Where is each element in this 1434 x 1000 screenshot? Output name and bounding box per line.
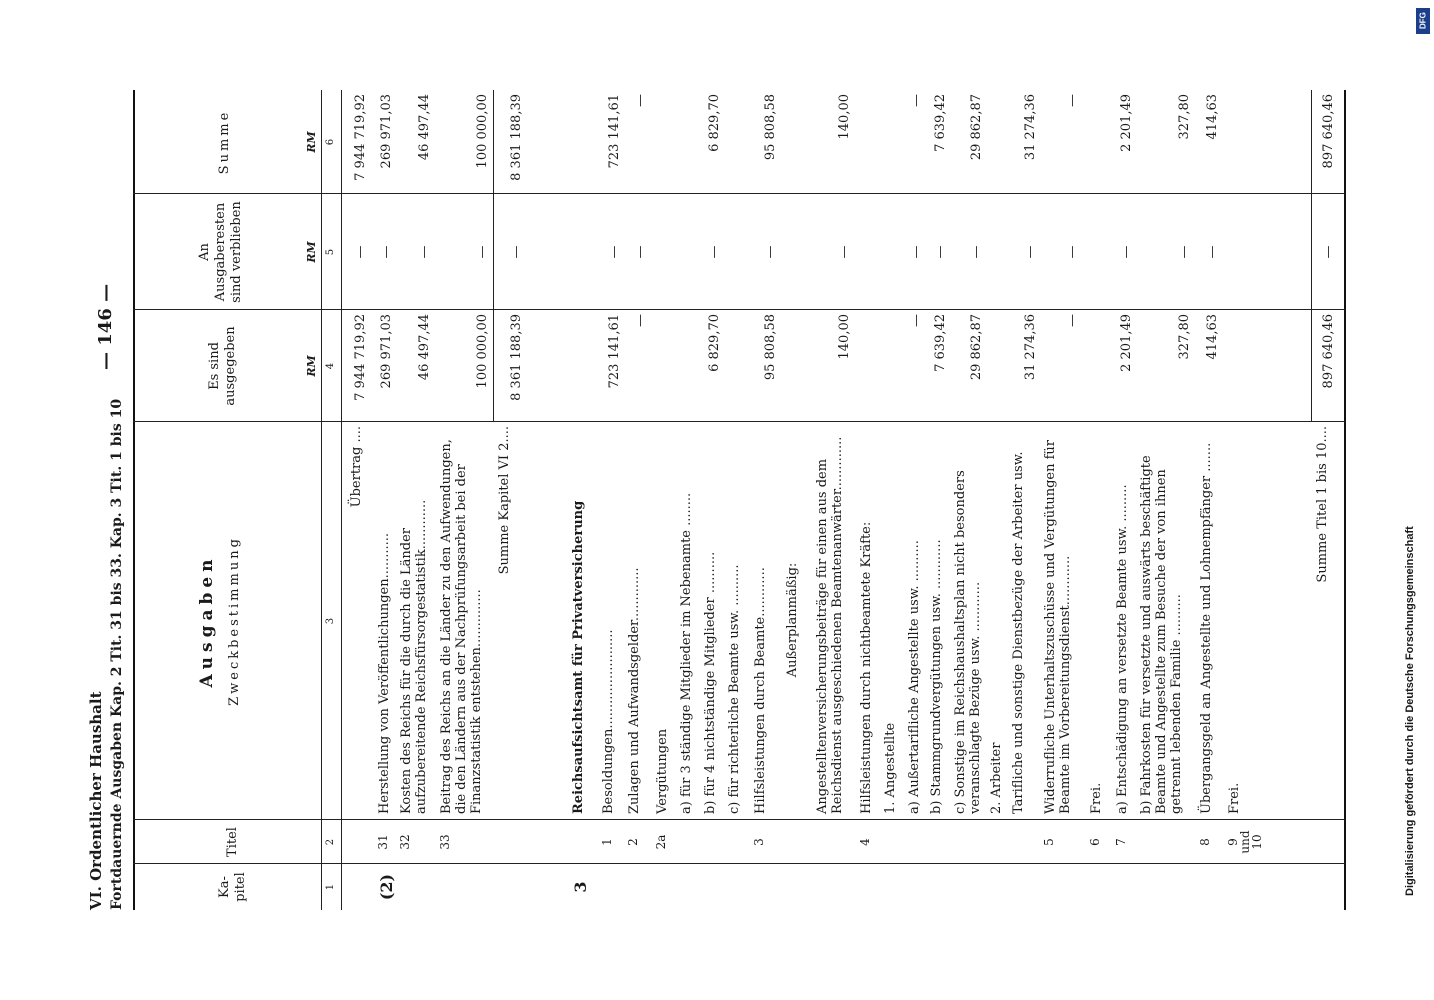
ausgegeben-cell: 7 944 719,92 (353, 314, 368, 401)
ausgegeben-cell: 2 201,49 (1119, 314, 1134, 372)
ausgabereste-cell: — (933, 245, 948, 259)
titel-cell: 33 (438, 834, 452, 850)
table-row (727, 70, 749, 930)
col-number: 1 (325, 883, 336, 891)
total-rule (1311, 90, 1312, 422)
ausgegeben-cell: 269 971,03 (379, 314, 394, 389)
ausgegeben-cell: 327,80 (1177, 314, 1192, 360)
table-row (815, 70, 855, 930)
table-bottom-rule (1344, 90, 1346, 910)
ausgabereste-cell: — (607, 245, 622, 259)
ausgabereste-cell: — (707, 245, 722, 259)
ausgabereste-cell: — (633, 245, 648, 259)
table-row (377, 70, 397, 930)
ausgabereste-cell: — (379, 245, 394, 259)
ausgabereste-header: An Ausgaberesten sind verblieben (197, 201, 244, 303)
ausgegeben-cell: 897 640,46 (1321, 314, 1336, 389)
summe-cell: — (1065, 94, 1080, 107)
summe-cell: 8 361 188,39 (509, 94, 524, 181)
kapitel-cell: 3 (571, 881, 590, 893)
table-row (1199, 70, 1223, 930)
ausgabereste-cell: — (475, 245, 490, 259)
summe-cell: 2 201,49 (1119, 94, 1134, 152)
zweck-cell: c) für richterliche Beamte usw. .......... (727, 564, 742, 814)
summe-cell: 7 639,42 (933, 94, 948, 152)
zweck-cell: a) Entschädigung an versetzte Beamte usw. ......... (1115, 484, 1130, 814)
table-row (785, 70, 811, 930)
table-row (859, 70, 881, 930)
table-row (1043, 70, 1083, 930)
unit-rm-5: RM (305, 241, 318, 263)
ausgegeben-cell: 100 000,00 (475, 314, 490, 389)
ausgegeben-cell: 31 274,36 (1023, 314, 1038, 381)
zweck-cell: Kosten des Reichs für die durch die Länder aufzubereitende Reichsfürsorgestatistik............ (399, 499, 429, 814)
ausgabereste-cell: — (1321, 245, 1336, 259)
zweck-cell: Tarifliche und sonstige Dienstbezüge der Arbeiter usw. (1011, 451, 1026, 814)
section-subtitle: Fortdauernde Ausgaben Kap. 2 Tit. 31 bis 33. Kap. 3 Tit. 1 bis 10 (109, 398, 125, 910)
zweck-cell: Summe Titel 1 bis 10.... (1315, 426, 1330, 583)
ausgabereste-cell: — (1177, 245, 1192, 259)
ausgegeben-cell: 95 808,58 (763, 314, 778, 381)
zweck-cell: Beitrag des Reichs an die Länder zu den Aufwendungen, die den Ländern aus der Nachprüfungsarbeit bei der Finanzstatistik entstehen.............. (439, 439, 484, 814)
titel-header: Titel (225, 827, 240, 857)
zweck-cell: Hilfsleistungen durch nichtbeamtete Kräfte: (859, 521, 874, 814)
summe-cell: 897 640,46 (1321, 94, 1336, 169)
zweck-cell: Hilfsleistungen durch Beamte............ (753, 567, 768, 814)
table-row (953, 70, 987, 930)
zweck-cell: 2. Arbeiter (989, 742, 1004, 814)
table-row (929, 70, 951, 930)
ausgegeben-cell: 8 361 188,39 (509, 314, 524, 401)
ausgabereste-cell: — (1065, 245, 1080, 259)
table-row (1089, 70, 1111, 930)
summe-cell: — (909, 94, 924, 107)
ausgegeben-cell: — (909, 314, 924, 327)
ausgaben-header: Ausgaben (197, 554, 217, 688)
table-row (349, 70, 371, 930)
summe-cell: 95 808,58 (763, 94, 778, 161)
kapitel-cell: (2) (377, 873, 396, 901)
zweck-cell: Frei. (1227, 782, 1242, 814)
zweck-cell: c) Sonstige im Reichshaushaltsplan nicht besonders veranschlagte Bezüge usw. ............ (953, 470, 983, 814)
summe-cell: 6 829,70 (707, 94, 722, 152)
summe-cell: — (633, 94, 648, 107)
titel-cell: 6 (1088, 838, 1102, 846)
table-row (1315, 70, 1339, 930)
summe-cell: 269 971,03 (379, 94, 394, 169)
zweck-cell: b) für 4 nichtständige Mitglieder .......... (703, 551, 718, 814)
table-top-rule (133, 90, 135, 910)
col-number: 2 (325, 838, 336, 846)
table-row (883, 70, 905, 930)
table-row (439, 70, 493, 930)
zweck-cell: Frei. (1089, 782, 1104, 814)
titel-cell: 8 (1198, 838, 1212, 846)
table-row (753, 70, 781, 930)
table-row (497, 70, 527, 930)
zweckbestimmung-header: Zweckbestimmung (227, 536, 242, 706)
dfg-credit-text: Digitalisierung gefördert durch die Deutsche Forschungsgemeinschaft (1404, 526, 1416, 896)
ausgegeben-cell: 140,00 (837, 314, 852, 360)
titel-cell: 32 (398, 834, 412, 850)
zweck-cell: a) für 3 ständige Mitglieder im Nebenamte ........ (679, 492, 694, 814)
ausgegeben-cell: — (1065, 314, 1080, 327)
titel-cell: 3 (752, 838, 766, 846)
digitization-sidebar (1380, 0, 1434, 1000)
zweck-cell: Angestelltenversicherungsbeiträge für einen aus dem Reichsdienst ausgeschiedenen Beamtenanwärter............. (815, 436, 845, 814)
page-number: — 146 — (95, 283, 116, 370)
table-row (655, 70, 677, 930)
zweck-cell: Summe Kapitel VI 2.... (497, 426, 512, 575)
titel-cell: 7 (1114, 838, 1128, 846)
zweck-cell: a) Außertarifliche Angestellte usw. .......... (907, 540, 922, 814)
ausgegeben-cell: 723 141,61 (607, 314, 622, 389)
zweck-cell: Widerrufliche Unterhaltszuschüsse und Vergütungen für Beamte im Vorbereitungsdienst............ (1043, 439, 1073, 814)
titel-cell: 5 (1042, 838, 1056, 846)
col-number: 5 (325, 248, 336, 256)
table-row (703, 70, 725, 930)
unit-rm-6: RM (305, 131, 318, 153)
zweck-cell: Besoldungen........................ (601, 629, 616, 814)
ausgabereste-cell: — (763, 245, 778, 259)
col-number: 6 (325, 138, 336, 146)
titel-cell: 4 (858, 838, 872, 846)
summe-cell: 414,63 (1205, 94, 1220, 140)
ausgabereste-cell: — (969, 245, 984, 259)
ausgabereste-cell: — (353, 245, 368, 259)
zweck-cell: Herstellung von Veröffentlichungen........... (377, 532, 392, 814)
table-row (399, 70, 435, 930)
table-row (989, 70, 1009, 930)
table-row (1115, 70, 1137, 930)
table-row (1011, 70, 1041, 930)
table-row (679, 70, 701, 930)
summe-cell: 7 944 719,92 (353, 94, 368, 181)
zweck-cell: Reichsaufsichtsamt für Privatversicherung (571, 500, 586, 814)
rotated-table-page (77, 70, 1357, 930)
table-row (627, 70, 651, 930)
ausgegeben-cell: 46 497,44 (417, 314, 432, 381)
unit-rm-4: RM (305, 355, 318, 377)
ausgegeben-header: Es sind ausgegeben (207, 326, 238, 406)
table-row (907, 70, 927, 930)
ausgabereste-cell: — (509, 245, 524, 259)
zweck-cell: Zulagen und Aufwandsgelder............. (627, 567, 642, 814)
summe-cell: 46 497,44 (417, 94, 432, 161)
table-row (601, 70, 625, 930)
zweck-cell: b) Fahrkosten für versetzte und auswärts beschäftigte Beamte und Angestellte zum Besuche der von ihnen getrennt lebenden Familie .......... (1139, 455, 1184, 814)
header-bottom-rule (341, 90, 342, 910)
summe-cell: 723 141,61 (607, 94, 622, 169)
dfg-logo-icon: DFG (1416, 8, 1430, 34)
col-number: 4 (325, 362, 336, 370)
table-row (571, 70, 597, 930)
titel-cell: 2a (654, 834, 668, 850)
ausgegeben-cell: 6 829,70 (707, 314, 722, 372)
summe-header: Summe (217, 109, 232, 175)
ausgegeben-cell: 414,63 (1205, 314, 1220, 360)
colnum-rule (321, 90, 322, 910)
summe-cell: 100 000,00 (475, 94, 490, 169)
ausgabereste-cell: — (909, 245, 924, 259)
table-row (1227, 70, 1297, 930)
titel-cell: 1 (600, 838, 614, 846)
summe-cell: 140,00 (837, 94, 852, 140)
ausgegeben-cell: 7 639,42 (933, 314, 948, 372)
section-heading: VI. Ordentlicher Haushalt (87, 691, 105, 910)
titel-cell: 31 (376, 834, 390, 850)
summe-cell: 31 274,36 (1023, 94, 1038, 161)
ausgabereste-cell: — (1119, 245, 1134, 259)
subtotal-rule (493, 90, 494, 422)
zweck-cell: Vergütungen (655, 728, 670, 814)
ausgabereste-cell: — (1023, 245, 1038, 259)
kapitel-header: Ka- pitel (217, 872, 248, 902)
zweck-cell: b) Stammgrundvergütungen usw. ............ (929, 539, 944, 814)
summe-cell: 29 862,87 (969, 94, 984, 161)
ausgegeben-cell: 29 862,87 (969, 314, 984, 381)
zweck-cell: Übertrag .... (349, 426, 364, 508)
zweck-cell: Außerplanmäßig: (785, 562, 800, 678)
summe-cell: 327,80 (1177, 94, 1192, 140)
table-row (1139, 70, 1195, 930)
titel-cell: 2 (626, 838, 640, 846)
zweck-cell: 1. Angestellte (883, 722, 898, 814)
zweck-cell: Übergangsgeld an Angestellte und Lohnempfänger ....... (1199, 442, 1214, 814)
ausgabereste-cell: — (417, 245, 432, 259)
ausgabereste-cell: — (1205, 245, 1220, 259)
ausgegeben-cell: — (633, 314, 648, 327)
titel-cell: 9 und 10 (1226, 830, 1264, 854)
ausgabereste-cell: — (837, 245, 852, 259)
col-number: 3 (325, 617, 336, 625)
